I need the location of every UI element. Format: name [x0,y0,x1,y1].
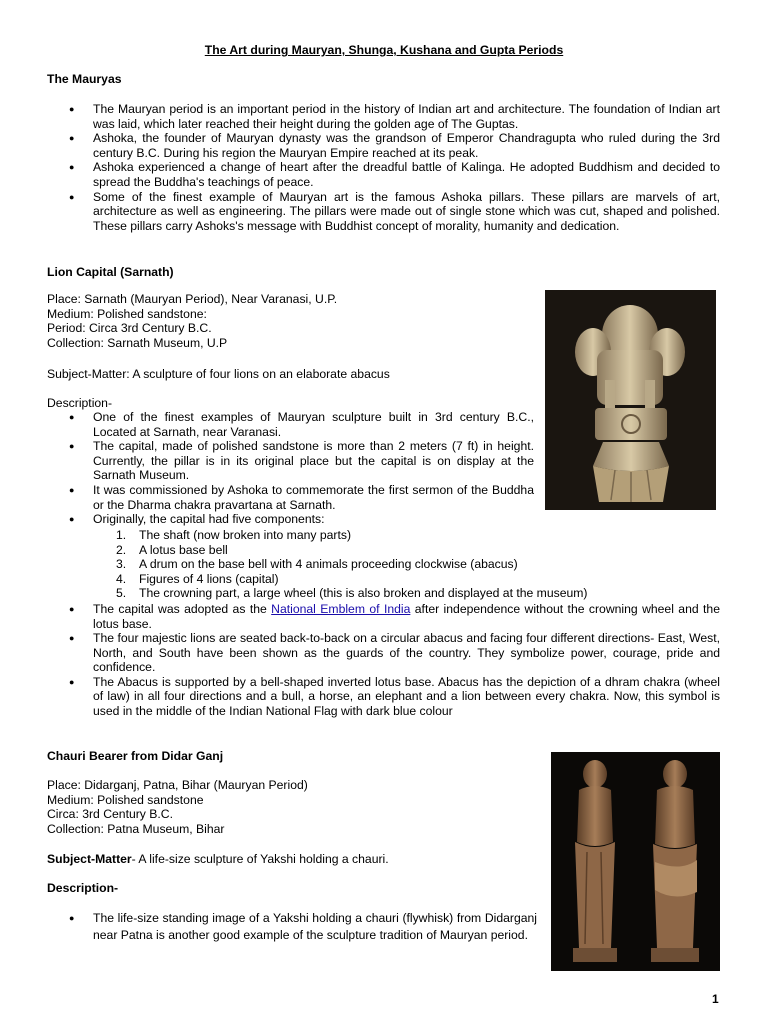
chauri-bearer-photo [551,752,720,971]
lion-capital-photo [545,290,716,510]
lion-component-2 [116,543,587,558]
lion-medium: Medium: Polished sandstone: [47,306,207,321]
lion-component-text: A lotus base bell [139,542,228,557]
lion-component-text: The crowning part, a large wheel (this is also broken and displayed at the museum) [139,586,588,601]
lion-subject-matter: Subject-Matter: A sculpture of four lions on an elaborate abacus [47,367,390,381]
lion-description-bullet-1: ● One of the finest examples of Mauryan sculpture built in 3rd century B.C., Located at Sarnath, near Varanasi. [47,410,534,439]
lion-component-number: 1. [116,528,127,542]
chauri-medium: Medium: Polished sandstone [47,792,204,807]
lion-more-list [47,631,720,719]
national-emblem-link[interactable]: National Emblem of India [271,602,411,616]
chauri-place: Place: Didarganj, Patna, Bihar (Mauryan Period) [47,778,308,792]
lion-emblem-item: ● The capital was adopted as the National Emblem of India after independence without the crowning wheel and the lotus base. [47,602,720,631]
chauri-collection: Collection: Patna Museum, Bihar [47,821,225,836]
mauryas-bullet-1: ● The Mauryan period is an important period in the history of Indian art and architecture. The foundation of Indian art was laid, which later reached their height during the golden age of The Guptas. [47,102,720,131]
lion-component-4 [116,572,587,587]
chauri-heading: Chauri Bearer from Didar Ganj [47,749,224,763]
lion-description-list [47,410,534,527]
lion-more-bullet-2: ● The Abacus is supported by a bell-shaped inverted lotus base. Abacus has the depiction of a dhram chakra (wheel of law) in all four directions and a bull, a horse, an elephant and a lion between every chakra. Now, this symbol is used in the middle of the Indian National Flag with dark blue colour [47,675,720,719]
lion-collection: Collection: Sarnath Museum, U.P [47,335,228,350]
lion-period: Period: Circa 3rd Century B.C. [47,321,212,336]
mauryas-bullet-2: ● Ashoka, the founder of Mauryan dynasty was the grandson of Emperor Chandragupta who ruled during the 3rd century B.C. During his region the Mauryan Empire reached at its peak. [47,131,720,160]
chauri-subject-matter: Subject-Matter- A life-size sculpture of Yakshi holding a chauri. [47,852,389,866]
lion-component-text: Figures of 4 lions (capital) [139,571,279,586]
lion-component-3 [116,557,587,572]
lion-component-number: 3. [116,557,127,572]
lion-component-text: The shaft (now broken into many parts) [139,528,352,542]
lion-component-number: 4. [116,571,127,586]
document-title: The Art during Mauryan, Shunga, Kushana and Gupta Periods [204,43,564,57]
lion-more-bullet-1: ● The four majestic lions are seated back-to-back on a circular abacus and facing four different directions- East, West, North, and South have been shown as the guards of the country. They symbolize power, courage, pride and confidence. [47,631,720,675]
lion-capital-heading: Lion Capital (Sarnath) [47,265,174,279]
lion-components-list [116,528,587,601]
mauryas-bullet-4: ● Some of the finest example of Mauryan art is the famous Ashoka pillars. These pillars are marvels of art, architecture as well as engineering. The pillars were made out of single stone which was cut, shaped and polished. These pillars carry Ashoks's message with Buddhist concept of morality, humanity and dedication. [47,190,720,234]
lion-capital-image [545,290,716,510]
lion-component-number: 2. [116,542,127,557]
mauryas-bullet-3: ● Ashoka experienced a change of heart after the dreadful battle of Kalinga. He adopted Buddhism and decided to spread the Buddha's teachings of peace. [47,160,720,189]
chauri-bearer-image [551,752,720,971]
lion-description-bullet-4: ● Originally, the capital had five components: [47,512,534,527]
chauri-bullet-1: ● The life-size standing image of a Yakshi holding a chauri (flywhisk) from Didarganj near Patna is another good example of the sculpture tradition of Mauryan period. [47,910,537,944]
chauri-circa: Circa: 3rd Century B.C. [47,807,173,822]
lion-capital-details [47,292,337,350]
mauryas-heading: The Mauryas [47,72,122,86]
lion-component-5 [116,586,587,601]
chauri-bullet-list [47,910,537,944]
page-number: 1 [712,992,719,1006]
lion-component-1 [116,528,587,543]
lion-emblem-list [47,602,720,631]
lion-description-bullet-3: ● It was commissioned by Ashoka to commemorate the first sermon of the Buddha or the Dharma chakra pravartana at Sarnath. [47,483,534,512]
mauryas-bullet-list [47,102,720,233]
lion-component-text: A drum on the base bell with 4 animals proceeding clockwise (abacus) [139,557,518,572]
lion-place: Place: Sarnath (Mauryan Period), Near Varanasi, U.P. [47,292,338,306]
lion-description-label: Description- [47,396,113,410]
lion-description-bullet-2: ● The capital, made of polished sandstone is more than 2 meters (7 ft) in height. Currently, the pillar is in its original place but the capital is on display at the Sarnath Museum. [47,439,534,483]
chauri-details [47,778,308,836]
lion-component-number: 5. [116,586,127,601]
chauri-description-label: Description- [47,881,119,895]
